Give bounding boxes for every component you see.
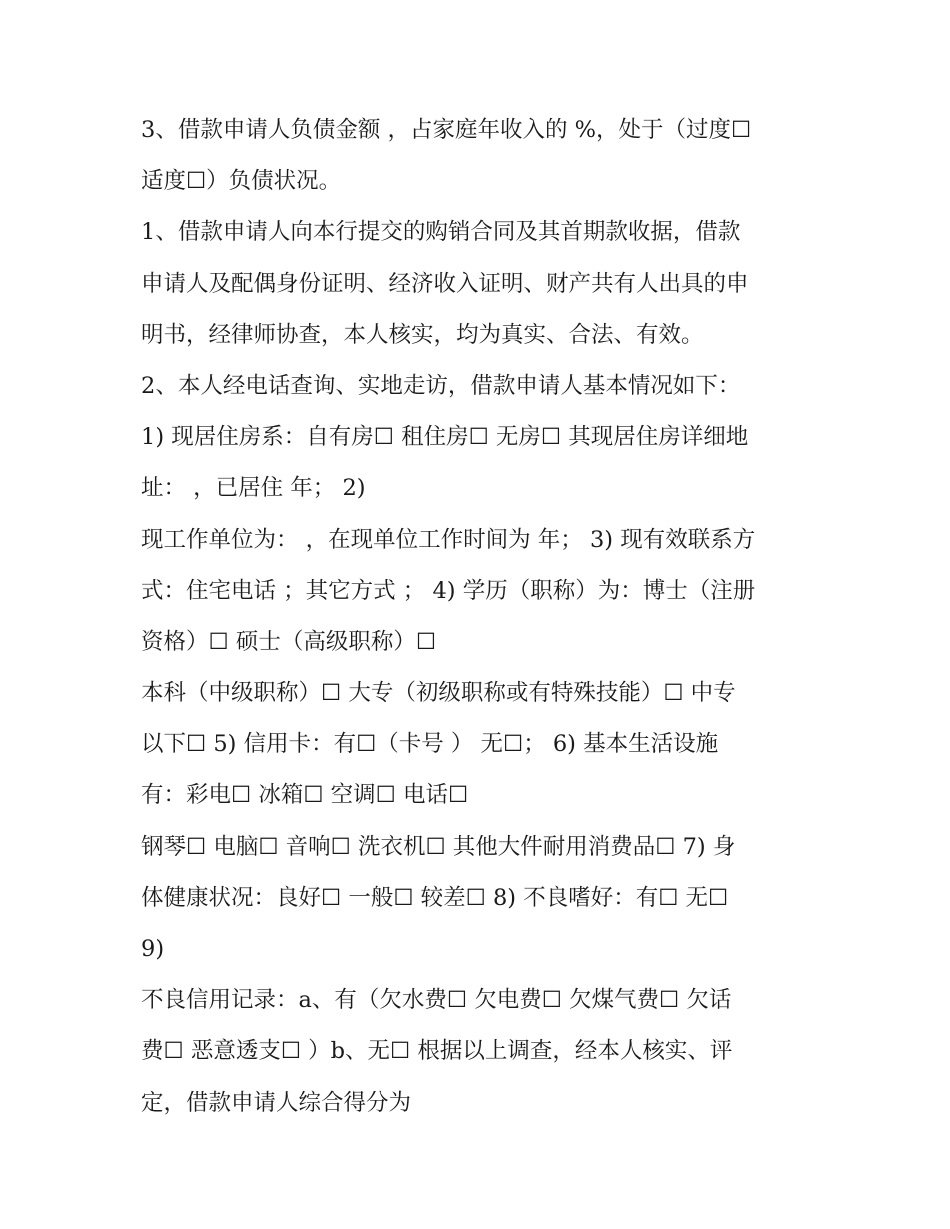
- text-line: 1、借款申请人向本行提交的购销合同及其首期款收据，借款: [141, 219, 741, 246]
- text-line: 址： ，已居住 年； 2): [141, 475, 366, 502]
- text-line: 2、本人经电话查询、实地走访，借款申请人基本情况如下：: [141, 372, 741, 399]
- text-line: 适度☐）负债状况。: [141, 168, 342, 195]
- text-line: 3、借款申请人负债金额 ，占家庭年收入的 %，处于（过度☐: [141, 117, 752, 143]
- text-line: 申请人及配偶身份证明、经济收入证明、财产共有人出具的申: [141, 270, 749, 297]
- text-line: 钢琴☐ 电脑☐ 音响☐ 洗衣机☐ 其他大件耐用消费品☐ 7) 身: [141, 833, 736, 860]
- text-line: 资格）☐ 硕士（高级职称）☐: [141, 628, 436, 655]
- document-body: [141, 105, 821, 1129]
- text-line: 本科（中级职称）☐ 大专（初级职称或有特殊技能）☐ 中专: [141, 680, 736, 707]
- text-line: 9): [141, 936, 165, 962]
- text-line: 明书，经律师协查，本人核实，均为真实、合法、有效。: [141, 321, 704, 348]
- text-line: 以下☐ 5) 信用卡：有☐（卡号 ） 无☐； 6) 基本生活设施: [141, 731, 719, 758]
- text-line: 定，借款申请人综合得分为: [141, 1089, 412, 1116]
- text-line: 有：彩电☐ 冰箱☐ 空调☐ 电话☐: [141, 782, 469, 809]
- text-line: 1) 现居住房系：自有房☐ 租住房☐ 无房☐ 其现居住房详细地: [141, 424, 749, 451]
- text-line: 不良信用记录：a、有（欠水费☐ 欠电费☐ 欠煤气费☐ 欠话: [141, 987, 732, 1014]
- text-line: 现工作单位为： ，在现单位工作时间为 年； 3) 现有效联系方: [141, 526, 756, 553]
- text-line: 式：住宅电话 ；其它方式 ； 4) 学历（职称）为：博士（注册: [141, 577, 756, 604]
- text-line: 体健康状况：良好☐ 一般☐ 较差☐ 8) 不良嗜好：有☐ 无☐: [141, 884, 729, 911]
- text-line: 费☐ 恶意透支☐ ）b、无☐ 根据以上调查，经本人核实、评: [141, 1038, 733, 1065]
